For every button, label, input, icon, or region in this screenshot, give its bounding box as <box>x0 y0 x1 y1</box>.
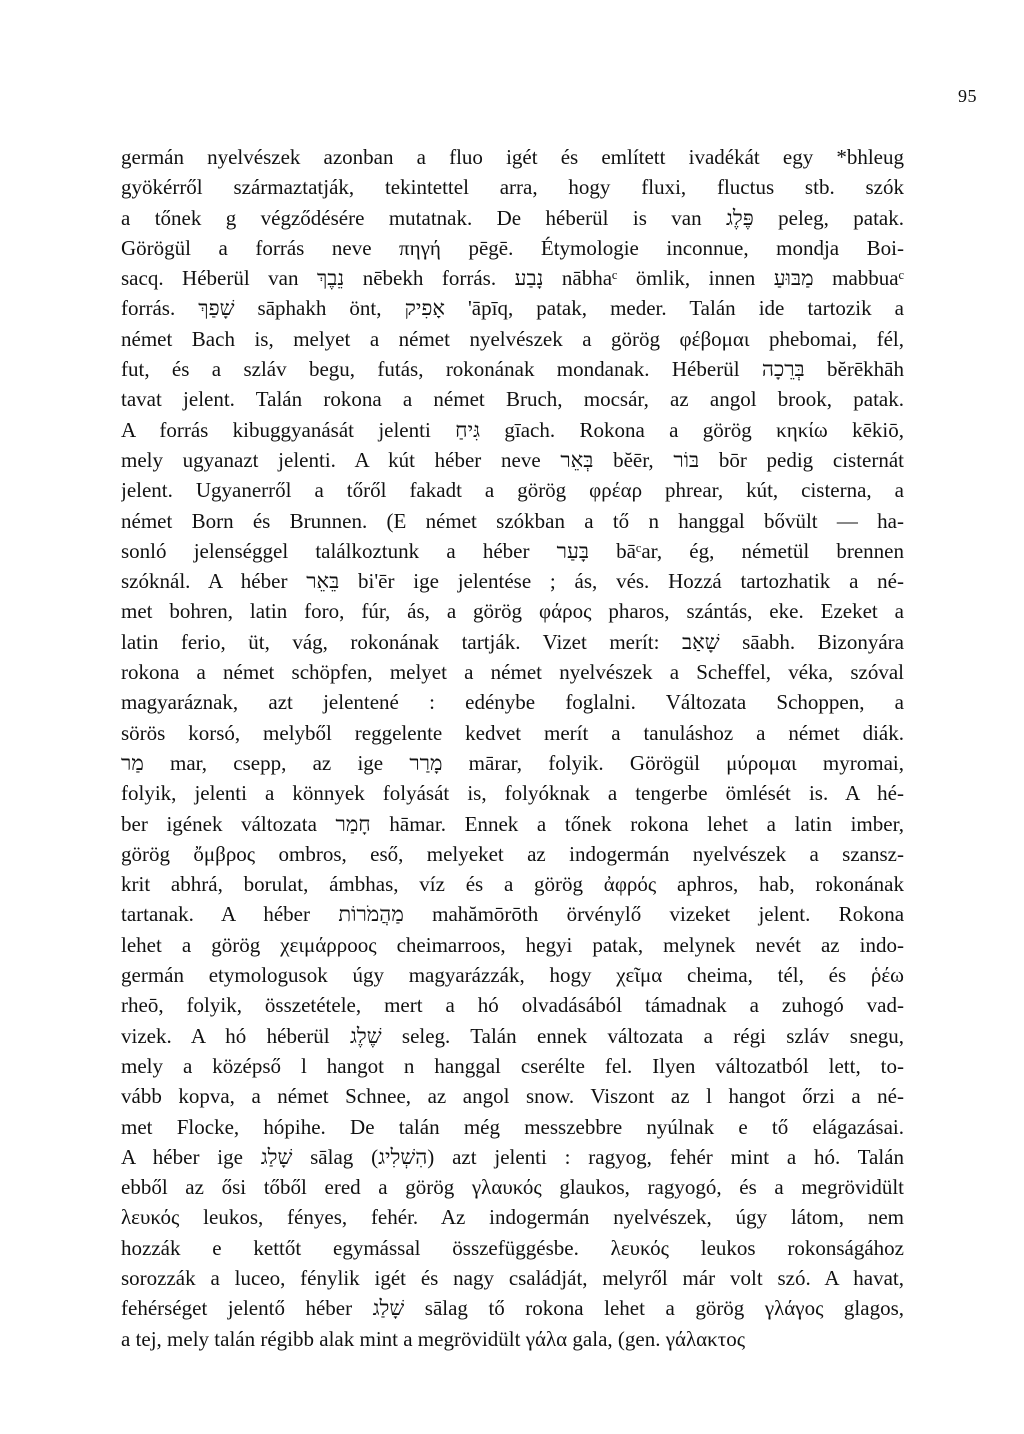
text-line: német Bach is, melyet a német nyelvészek a görög φέβομαι phebomai, fél, <box>121 326 904 351</box>
text-line: forrás. שָׁפַךְ sāphakh önt, אָפִיק 'āpīq, patak, meder. Talán ide tartozik a <box>121 296 904 321</box>
text-line: germán nyelvészek azonban a fluo igét és említett ivadékát egy *bhleug <box>121 145 904 169</box>
text-line: hozzák e kettőt egymással összefüggésbe. λευκός leukos rokonságához <box>121 1235 904 1260</box>
text-line: rheō, folyik, összetétele, mert a hó olvadásából támadnak a zuhogó vad- <box>121 993 904 1018</box>
text-line: ber igének változata חָמַר hāmar. Ennek a tőnek rokona lehet a latin imber, <box>121 811 904 836</box>
text-line: latin ferio, üt, vág, rokonának tartják. Vizet merít: שָׁאַב sāabh. Bizonyára <box>121 629 904 654</box>
text-line: ebből az ősi tőből ered a görög γλαυκός glaukos, ragyogó, és a megrövidült <box>121 1175 904 1200</box>
text-line: jelent. Ugyanerről a tőről fakadt a görög φρέαρ phrear, kút, cisterna, a <box>121 478 904 503</box>
text-line: A forrás kibuggyanását jelenti גִּיחַ gīach. Rokona a görög κηκίω kēkiō, <box>121 417 904 442</box>
text-line: sacq. Héberül van נֵבֶךְ nēbekh forrás. נָבַע nābhaᶜ ömlik, innen מַבּוּעַ mabbuaᶜ <box>121 266 904 291</box>
text-line: מַר mar, csepp, az ige מָרַר mārar, folyik. Görögül μύρομαι myromai, <box>121 750 904 775</box>
text-line: fehérséget jelentő héber שָׁלַג sālag tő rokona lehet a görög γλάγος glagos, <box>121 1296 904 1321</box>
text-line: a tőnek g végződésére mutatnak. De héberül is van פֶּלֶג peleg, patak. <box>121 205 904 230</box>
text-line: germán etymologusok úgy magyarázzák, hogy χεῖμα cheima, tél, és ῥέω <box>121 963 904 988</box>
text-line: met bohren, latin foro, fúr, ás, a görög φάρος pharos, szántás, eke. Ezeket a <box>121 599 904 624</box>
text-line: tartanak. A héber מַהֲמֹרוֹת mahămōrōth örvénylő vizeket jelent. Rokona <box>121 902 904 927</box>
text-line: német Born és Brunnen. (E német szókban a tő n hanggal bővült — ha- <box>121 508 904 533</box>
text-line: folyik, jelenti a könnyek folyását is, folyóknak a tengerbe ömlését is. A hé- <box>121 781 904 806</box>
text-line: sörös korsó, melyből reggelente kedvet merít a tanuláshoz a német diák. <box>121 720 904 745</box>
text-line: A héber ige שָׁלַג sālag (הִשְׁלִיג) azt jelenti : ragyog, fehér mint a hó. Talán <box>121 1144 904 1169</box>
text-line: mely ugyanazt jelenti. A kút héber neve בְּאֵר bĕēr, בּוֹר bōr pedig cisternát <box>121 447 904 472</box>
text-line: sonló jelenséggel találkoztunk a héber בָּעַר bāᶜar, ég, németül brennen <box>121 538 904 563</box>
text-line: magyaráznak, azt jelentené : edénybe foglalni. Változata Schoppen, a <box>121 690 904 715</box>
text-line: rokona a német schöpfen, melyet a német nyelvészek a Scheffel, véka, szóval <box>121 660 904 685</box>
text-line: tavat jelent. Talán rokona a német Bruch, mocsár, az angol brook, patak. <box>121 387 904 412</box>
text-line: sorozzák a luceo, fénylik igét és nagy családját, melyről már volt szó. A havat, <box>121 1265 904 1290</box>
text-line: mely a középső l hangot n hanggal cserélte fel. Ilyen változatból lett, to- <box>121 1053 904 1078</box>
text-line: gyökérről származtatják, tekintettel arra, hogy fluxi, fluctus stb. szók <box>121 175 904 200</box>
text-line: vább kopva, a német Schnee, az angol snow. Viszont az l hangot őrzi a né- <box>121 1084 904 1109</box>
text-line: lehet a görög χειμάρροος cheimarroos, hegyi patak, melynek nevét az indo- <box>121 932 904 957</box>
text-line: szóknál. A héber בֵּאֵר bi'ēr ige jelentése ; ás, vés. Hozzá tartozhatik a né- <box>121 569 904 594</box>
text-line: Görögül a forrás neve πηγή pēgē. Étymologie inconnue, mondja Boi- <box>121 235 904 260</box>
text-line: λευκός leukos, fényes, fehér. Az indogermán nyelvészek, úgy látom, nem <box>121 1205 904 1230</box>
text-line: a tej, mely talán régibb alak mint a megrövidült γάλα gala, (gen. γάλακτος <box>121 1326 746 1351</box>
text-line: krit abhrá, borulat, ámbhas, víz és a görög ἀφρός aphros, hab, rokonának <box>121 872 904 897</box>
body-text <box>121 142 904 1354</box>
text-line: görög ὄμβρος ombros, eső, melyeket az indogermán nyelvészek a szansz- <box>121 841 904 866</box>
text-line: met Flocke, hópihe. De talán még messzebbre nyúlnak e tő elágazásai. <box>121 1114 904 1139</box>
text-line: vizek. A hó héberül שֶׁלֶג seleg. Talán ennek változata a régi szláv snegu, <box>121 1023 904 1048</box>
page-number: 95 <box>958 86 977 106</box>
text-line: fut, és a szláv begu, futás, rokonának mondanak. Héberül בְּרֵכָה bĕrēkhāh <box>121 357 904 382</box>
